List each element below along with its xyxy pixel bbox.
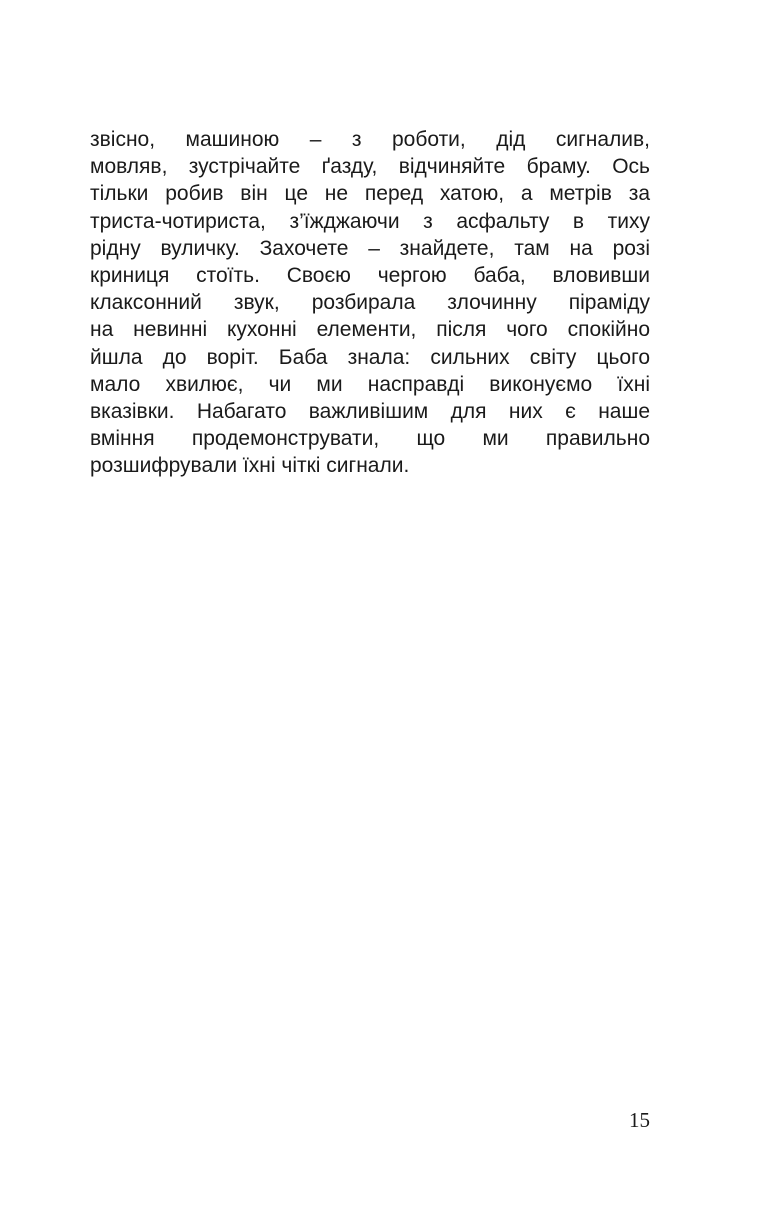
text-line: клаксонний звук, розбирала злочинну піраміду [90, 291, 650, 315]
text-line: триста-чотириста, з’їжджаючи з асфальту в тиху [90, 209, 650, 233]
text-line: рідну вуличку. Захочете – знайдете, там на розі [90, 236, 650, 260]
text-line: на невинні кухонні елементи, після чого спокійно [90, 318, 650, 342]
text-line: тільки робив він це не перед хатою, а метрів за [90, 182, 650, 206]
body-text [90, 126, 650, 479]
page-number: 15 [629, 1108, 650, 1132]
text-line: йшла до воріт. Баба знала: сильних світу цього [90, 345, 650, 369]
text-line: вказівки. Набагато важливішим для них є наше [90, 399, 650, 423]
text-line-last: розшифрували їхні чіткі сигнали. [90, 454, 410, 478]
text-line: вміння продемонструвати, що ми правильно [90, 427, 650, 451]
text-line: криниця стоїть. Своєю чергою баба, вловивши [90, 263, 650, 287]
text-line: мовляв, зустрічайте ґазду, відчиняйте браму. Ось [90, 155, 650, 179]
text-line: мало хвилює, чи ми насправді виконуємо їхні [90, 372, 650, 396]
text-line: звісно, машиною – з роботи, дід сигналив, [90, 128, 650, 151]
